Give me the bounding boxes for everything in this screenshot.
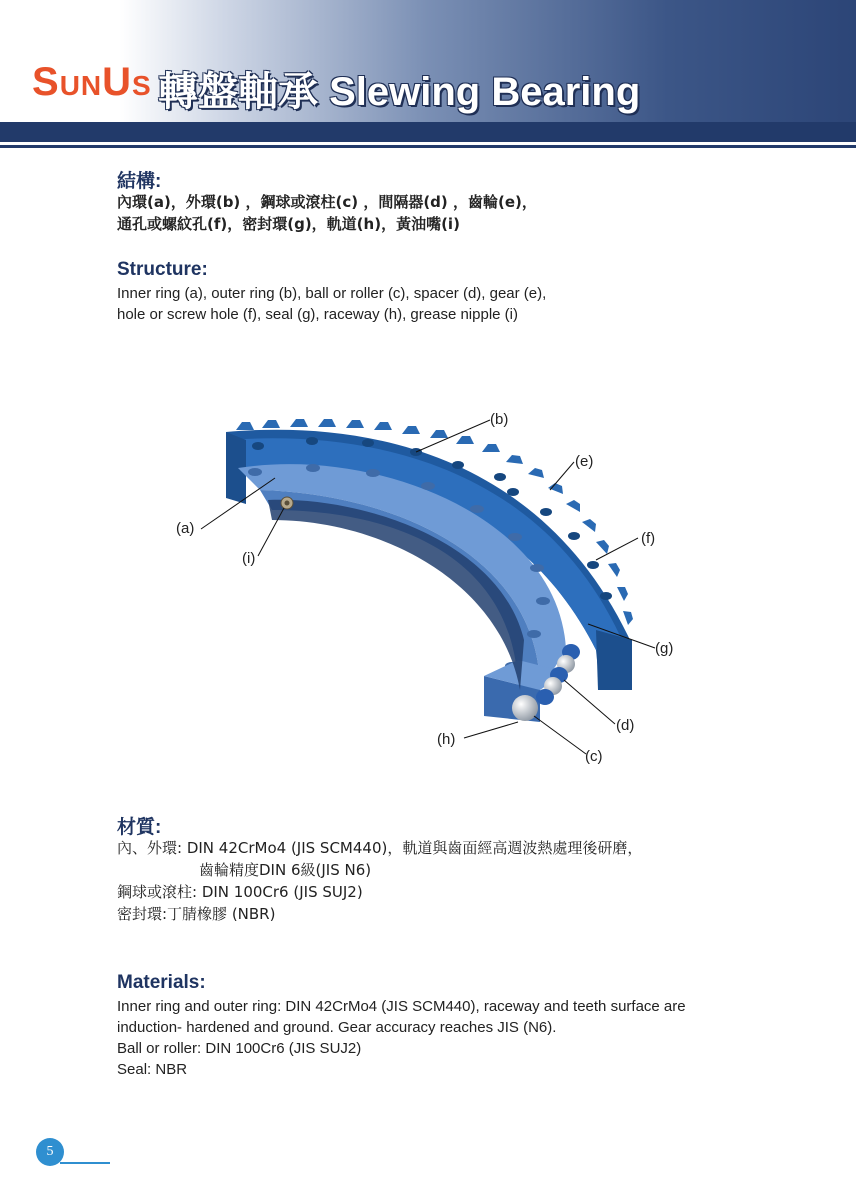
structure-en-heading: Structure: [117,259,208,280]
label-g: (g) [655,640,674,657]
page-number: 5 [36,1138,64,1166]
label-e: (e) [575,453,594,470]
structure-zh-text: 內環(a)，外環(b) ，鋼球或滾柱(c) ，間隔器(d) ，齒輪(e)， 通孔或螺紋孔(f)，密封環(g)，軌道(h)，黃油嘴(i) [117,193,537,233]
label-d: (d) [616,717,635,734]
structure-en-text: Inner ring (a), outer ring (b), ball or roller (c), spacer (d), gear (e), hole or screw hole (f), seal (g), raceway (h), grease nipple (i) [117,285,547,323]
label-c: (c) [585,748,603,765]
page-number-rule [60,1162,110,1164]
materials-zh-text: 內、外環: DIN 42CrMo4 (JIS SCM440)，軌道與齒面經高週波熱處理後研磨， 齒輪精度DIN 6級(JIS N6) 鋼球或滾柱: DIN 100Cr6 (JIS SUJ2) 密封環:丁腈橡膠 (NBR) [117,839,643,923]
page-title: 轉盤軸承 Slewing Bearing [158,70,641,114]
label-b: (b) [490,411,509,428]
materials-en-text: Inner ring and outer ring: DIN 42CrMo4 (JIS SCM440), raceway and teeth surface are induction- hardened and ground. Gear accuracy reaches JIS (N6). Ball or roller: DIN 100Cr6 (JIS SUJ2) Seal: NBR [117,998,686,1078]
label-i: (i) [242,550,256,567]
grease-nipple [281,497,293,509]
materials-en-heading: Materials: [117,972,206,993]
label-f: (f) [641,530,656,547]
structure-zh-heading: 結構: [117,171,162,192]
materials-zh-heading: 材質: [117,817,162,838]
label-a: (a) [176,520,195,537]
label-h: (h) [437,731,456,748]
brand-logo: SUNUS [32,60,152,104]
